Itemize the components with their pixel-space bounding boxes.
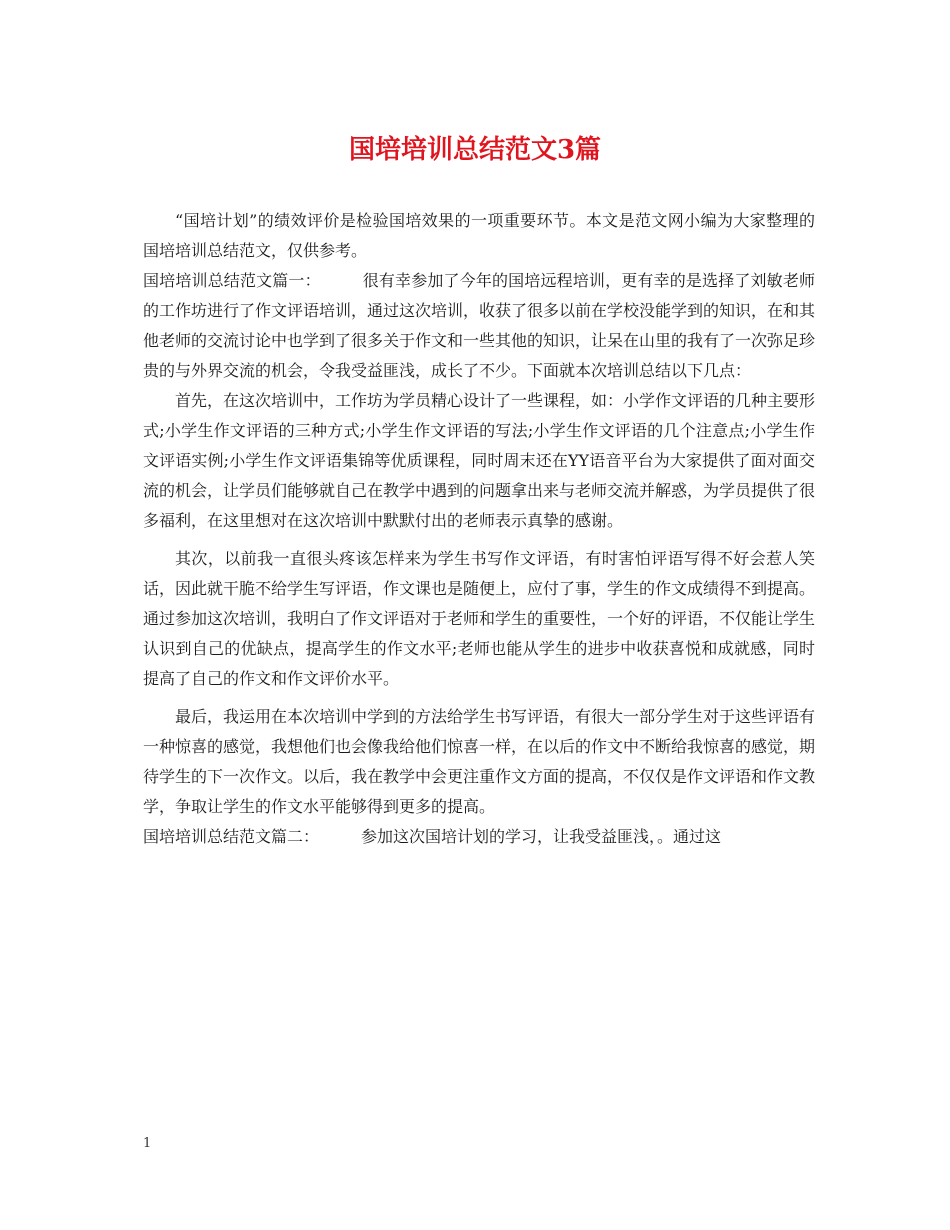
page-number: 1 [143,1136,152,1151]
document-title: 国培培训总结范文3篇 [348,135,602,165]
body-paragraph-last: 最后，我运用在本次培训中学到的方法给学生书写评语，有很大一部分学生对于这些评语有一种惊喜的感觉，我想他们也会像我给他们惊喜一样，在以后的作文中不断给我惊喜的感觉，期待学生的下一次作文。以后，我在教学中会更注重作文方面的提高，不仅仅是作文评语和作文教学，争取让学生的作文水平能够得到更多的提高。 [143,707,816,816]
body-paragraph-second: 其次，以前我一直很头疼该怎样来为学生书写作文评语，有时害怕评语写得不好会惹人笑话，因此就干脆不给学生写评语，作文课也是随便上，应付了事，学生的作文成绩得不到提高。通过参加这次培训，我明白了作文评语对于老师和学生的重要性，一个好的评语，不仅能让学生认识到自己的优缺点，提高学生的作文水平;老师也能从学生的进步中收获喜悦和成就感，同时提高了自己的作文和作文评价水平。 [143,549,816,688]
section-two-label: 国培培训总结范文篇二： [143,827,320,846]
section-one-paragraph [143,266,815,386]
body-paragraph-first: 首先，在这次培训中，工作坊为学员精心设计了一些课程，如：小学作文评语的几种主要形式;小学生作文评语的三种方式;小学生作文评语的写法;小学生作文评语的几个注意点;小学生作文评语实例;小学生作文评语集锦等优质课程，同时周末还在YY语音平台为大家提供了面对面交流的机会，让学员们能够就自己在教学中遇到的问题拿出来与老师交流并解惑，为学员提供了很多福利，在这里想对在这次培训中默默付出的老师表示真挚的感谢。 [143,391,816,530]
section-two-paragraph [143,822,815,852]
section-two-text: 参加这次国培计划的学习，让我受益匪浅，。通过这 [361,827,722,846]
section-one-text: 很有幸参加了今年的国培远程培训，更有幸的是选择了刘敏老师的工作坊进行了作文评语培训，通过这次培训，收获了很多以前在学校没能学到的知识，在和其他老师的交流讨论中也学到了很多关于作文和一些其他的知识，让呆在山里的我有了一次弥足珍贵的与外界交流的机会，令我受益匪浅，成长了不少。下面就本次培训总结以下几点： [143,271,816,380]
document-body [143,206,815,852]
intro-paragraph: “国培计划”的绩效评价是检验国培效果的一项重要环节。本文是范文网小编为大家整理的国培培训总结范文，仅供参考。 [143,211,815,260]
section-one-label: 国培培训总结范文篇一： [143,271,321,290]
